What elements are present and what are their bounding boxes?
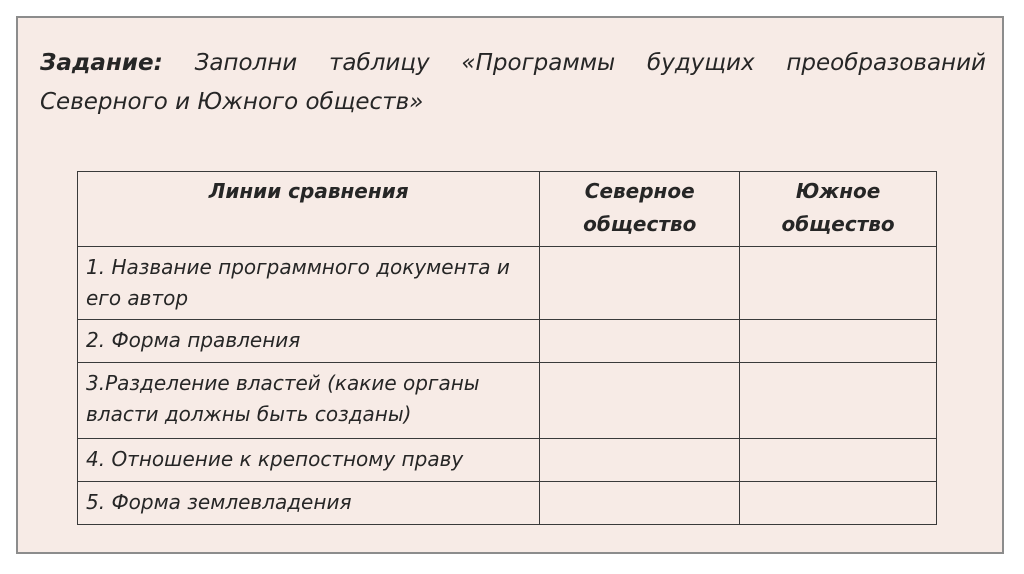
criterion-cell: 2. Форма правления	[78, 320, 540, 363]
criterion-cell: 4. Отношение к крепостному праву	[78, 439, 540, 482]
table-row	[78, 320, 937, 363]
north-answer-cell[interactable]	[540, 439, 740, 482]
north-answer-cell[interactable]	[540, 482, 740, 525]
header-south-society: Южное общество	[740, 172, 937, 247]
north-answer-cell[interactable]	[540, 247, 740, 320]
header-north-society: Северное общество	[540, 172, 740, 247]
table-row	[78, 363, 937, 439]
south-answer-cell[interactable]	[740, 363, 937, 439]
header-criteria: Линии сравнения	[78, 172, 540, 247]
slide	[16, 16, 1004, 554]
task-text: Заполни таблицу «Программы будущих преобразований Северного и Южного обществ»	[40, 50, 986, 115]
south-answer-cell[interactable]	[740, 247, 937, 320]
table-row	[78, 439, 937, 482]
table-header-row	[78, 172, 937, 247]
table-row	[78, 247, 937, 320]
task-heading	[40, 44, 986, 122]
north-answer-cell[interactable]	[540, 363, 740, 439]
criterion-cell: 3.Разделение властей (какие органы власти должны быть созданы)	[78, 363, 540, 439]
task-label: Задание:	[40, 50, 163, 76]
criterion-cell: 1. Название программного документа и его автор	[78, 247, 540, 320]
north-answer-cell[interactable]	[540, 320, 740, 363]
comparison-table	[77, 171, 937, 525]
table-row	[78, 482, 937, 525]
criterion-cell: 5. Форма землевладения	[78, 482, 540, 525]
south-answer-cell[interactable]	[740, 482, 937, 525]
south-answer-cell[interactable]	[740, 320, 937, 363]
south-answer-cell[interactable]	[740, 439, 937, 482]
